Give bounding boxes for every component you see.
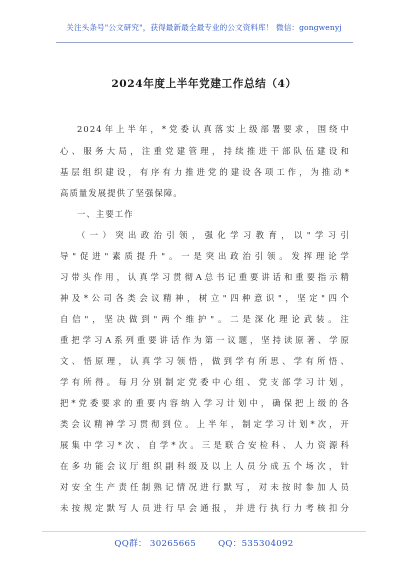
header-banner: 关注头条号"公文研究"，获得最新最全最专业的公文资料库！ 微信：gongwenyj xyxy=(66,23,342,32)
body-line: 把*党委要求的重要内容纳入学习计划中，确保把上级的各 xyxy=(60,398,350,408)
body-line: 2024年上半年，*党委认真落实上级部署要求，围绕中 xyxy=(77,124,350,134)
body-line: 高质量发展提供了坚强保障。 xyxy=(60,188,183,198)
body-line: 习带头作用，认真学习贯彻A总书记重要讲话和重要指示精 xyxy=(60,272,350,282)
body-line: 未按规定默写人员进行早会通报，并进行执行力考核扣分 xyxy=(60,503,350,513)
header-divider xyxy=(56,42,353,43)
footer-qq-group: QQ群： 30265665 xyxy=(114,539,197,549)
body-line: 学有所得。每月分别制定党委中心组、党支部学习计划， xyxy=(60,377,350,387)
body-line: 对安全生产责任制熟记情况进行默写，对未按时参加人员 xyxy=(60,482,350,492)
body-line: 导"促进"素质提升"。一是突出政治引领。发挥理论学 xyxy=(60,251,350,261)
footer-contact xyxy=(0,537,408,549)
document-title: 2024年度上半年党建工作总结（4） xyxy=(111,78,297,90)
section-heading: 一、主要工作 xyxy=(77,209,134,219)
body-line: 展集中学习*次、自学*次。三是联合安检科、人力资源科 xyxy=(60,440,350,450)
body-line: 神及*公司各类会议精神，树立"四种意识"，坚定"四个 xyxy=(60,293,350,303)
body-line: 文、悟原理，认真学习领悟，做到学有所思、学有所悟、 xyxy=(60,356,350,366)
body-line: 心、服务大局，注重党建管理，持续推进干部队伍建设和 xyxy=(60,146,350,156)
body-line: 基层组织建设，有序有力推进党的建设各项工作，为推动* xyxy=(60,167,350,177)
body-line: 自信"，坚决做到"两个维护"。二是深化理论武装。注 xyxy=(60,314,350,324)
footer-qq: QQ：535304092 xyxy=(218,539,294,549)
body-line: （一）突出政治引领，强化学习教育，以"学习引 xyxy=(77,230,350,240)
body-line: 重把学习A系列重要讲话作为第一议题，坚持读原著、学原 xyxy=(60,335,350,345)
body-line: 在多功能会议厅组织副科级及以上人员分成五个场次，针 xyxy=(60,461,350,471)
body-line: 类会议精神学习贯彻到位。上半年，制定学习计划*次，开 xyxy=(60,419,350,429)
footer-divider xyxy=(42,531,366,532)
